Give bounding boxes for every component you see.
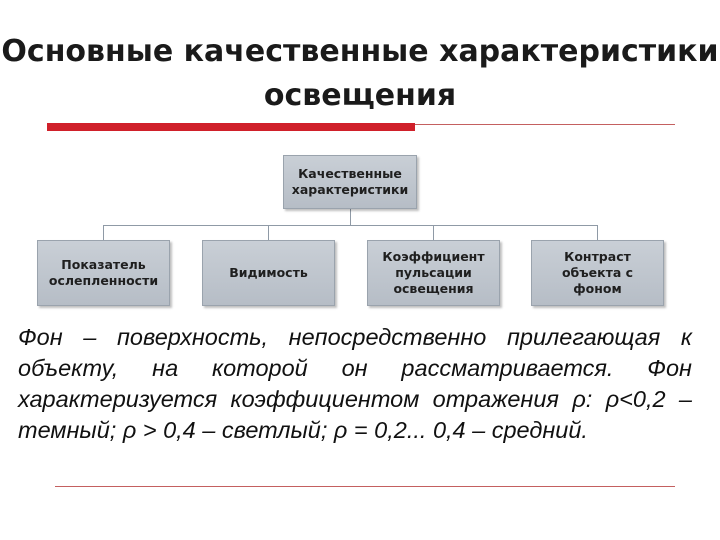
diagram-root-label: Качественные характеристики: [291, 166, 409, 197]
diagram-node-label: Контраст объекта с фоном: [561, 249, 634, 296]
title-underline-accent: [47, 123, 415, 131]
diagram-node-label: Коэффициент пульсации освещения: [382, 249, 485, 296]
connector-horizontal: [103, 225, 598, 226]
diagram-node-glare-index: [37, 240, 170, 306]
slide-title: Основные качественные характеристики освещения: [1, 34, 719, 113]
diagram-node-visibility: [202, 240, 335, 306]
bottom-divider: [55, 486, 675, 487]
connector-child-4: [597, 225, 598, 240]
diagram-node-pulsation-coefficient: [367, 240, 500, 306]
connector-child-3: [433, 225, 434, 240]
connector-child-2: [268, 225, 269, 240]
connector-child-1: [103, 225, 104, 240]
connector-root-down: [350, 209, 351, 225]
diagram-node-label: Видимость: [229, 265, 308, 280]
diagram-root-box: [283, 155, 417, 209]
diagram-node-label: Показатель ослепленности: [48, 257, 159, 288]
diagram-node-contrast: [531, 240, 664, 306]
body-paragraph: Фон – поверхность, непосредственно прилегающая к объекту, на которой он рассматривается. Фон характеризуется коэффициентом отражения ρ: ρ<0,2 – темный; ρ > 0,4 – светлый; ρ = 0,2... 0,4 – средний.: [18, 324, 692, 443]
